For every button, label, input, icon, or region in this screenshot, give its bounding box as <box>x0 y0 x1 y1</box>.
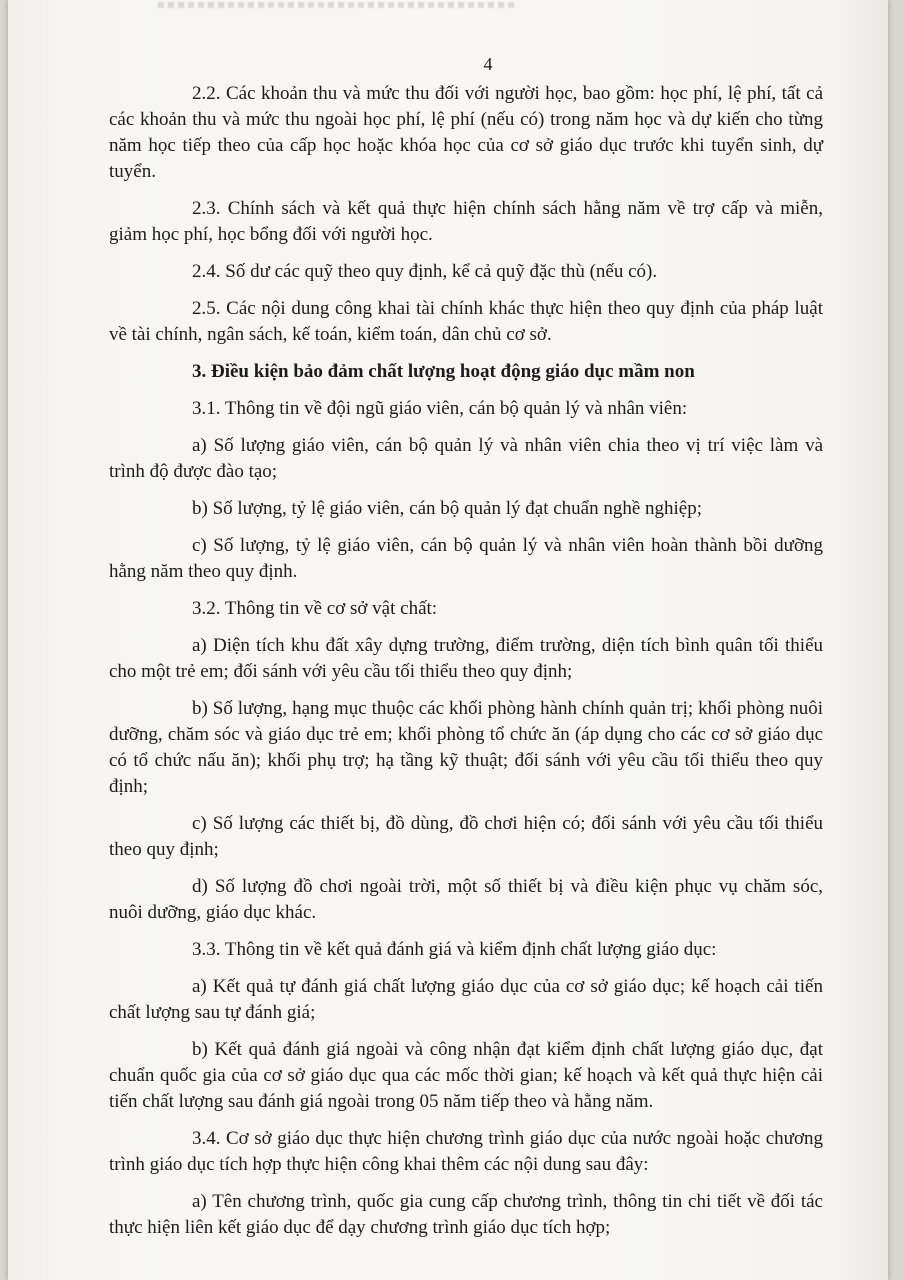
document-page <box>8 0 888 1280</box>
paragraph-3-3: 3.3. Thông tin về kết quả đánh giá và kiểm định chất lượng giáo dục: <box>192 939 717 960</box>
page-number: 4 <box>483 54 493 74</box>
paragraph-2-4: 2.4. Số dư các quỹ theo quy định, kể cả quỹ đặc thù (nếu có). <box>192 261 658 282</box>
paragraph-3-2-b: b) Số lượng, hạng mục thuộc các khối phòng hành chính quản trị; khối phòng nuôi dưỡng, chăm sóc và giáo dục trẻ em; khối phòng tổ chức ăn (áp dụng cho các cơ sở giáo dục có tổ chức nấu ăn); khối phụ trợ; hạ tầng kỹ thuật; đối sánh với yêu cầu tối thiểu theo quy định; <box>109 698 823 797</box>
paragraph-3-1-b: b) Số lượng, tỷ lệ giáo viên, cán bộ quản lý đạt chuẩn nghề nghiệp; <box>192 498 703 519</box>
paragraph-2-2: 2.2. Các khoản thu và mức thu đối với người học, bao gồm: học phí, lệ phí, tất cả các khoản thu và mức thu ngoài học phí, lệ phí (nếu có) trong năm học và dự kiến cho từng năm học tiếp theo của cấp học hoặc khóa học của cơ sở giáo dục trước khi tuyển sinh, dự tuyển. <box>109 83 823 182</box>
paragraph-2-3: 2.3. Chính sách và kết quả thực hiện chính sách hằng năm về trợ cấp và miễn, giảm học phí, học bổng đối với người học. <box>109 198 823 245</box>
paragraph-3-4-a: a) Tên chương trình, quốc gia cung cấp chương trình, thông tin chi tiết về đối tác thực hiện liên kết giáo dục để dạy chương trình giáo dục tích hợp; <box>109 1191 823 1238</box>
paragraph-3-1-c: c) Số lượng, tỷ lệ giáo viên, cán bộ quản lý và nhân viên hoàn thành bồi dưỡng hằng năm theo quy định. <box>109 535 823 582</box>
bleed-through-text <box>158 2 518 8</box>
paragraph-3-3-a: a) Kết quả tự đánh giá chất lượng giáo dục của cơ sở giáo dục; kế hoạch cải tiến chất lượng sau tự đánh giá; <box>109 976 823 1023</box>
paragraph-3-1-a: a) Số lượng giáo viên, cán bộ quản lý và nhân viên chia theo vị trí việc làm và trình độ được đào tạo; <box>109 435 823 482</box>
paragraph-3-4: 3.4. Cơ sở giáo dục thực hiện chương trình giáo dục của nước ngoài hoặc chương trình giáo dục tích hợp thực hiện công khai thêm các nội dung sau đây: <box>109 1128 823 1175</box>
paragraph-3-1: 3.1. Thông tin về đội ngũ giáo viên, cán bộ quản lý và nhân viên: <box>192 398 688 419</box>
document-body <box>109 81 823 1252</box>
paragraph-3-2: 3.2. Thông tin về cơ sở vật chất: <box>192 598 438 619</box>
paragraph-3-2-d: d) Số lượng đồ chơi ngoài trời, một số thiết bị và điều kiện phục vụ chăm sóc, nuôi dưỡng, giáo dục khác. <box>109 876 823 923</box>
paragraph-3-2-c: c) Số lượng các thiết bị, đồ dùng, đồ chơi hiện có; đối sánh với yêu cầu tối thiểu theo quy định; <box>109 813 823 860</box>
paragraph-2-5: 2.5. Các nội dung công khai tài chính khác thực hiện theo quy định của pháp luật về tài chính, ngân sách, kế toán, kiểm toán, dân chủ cơ sở. <box>109 298 823 345</box>
paragraph-3-2-a: a) Diện tích khu đất xây dựng trường, điểm trường, diện tích bình quân tối thiểu cho một trẻ em; đối sánh với yêu cầu tối thiểu theo quy định; <box>109 635 823 682</box>
section-heading-3: 3. Điều kiện bảo đảm chất lượng hoạt động giáo dục mầm non <box>192 361 695 382</box>
paragraph-3-3-b: b) Kết quả đánh giá ngoài và công nhận đạt kiểm định chất lượng giáo dục, đạt chuẩn quốc gia của cơ sở giáo dục qua các mốc thời gian; kế hoạch và kết quả thực hiện cải tiến chất lượng sau đánh giá ngoài trong 05 năm tiếp theo và hằng năm. <box>109 1039 823 1112</box>
